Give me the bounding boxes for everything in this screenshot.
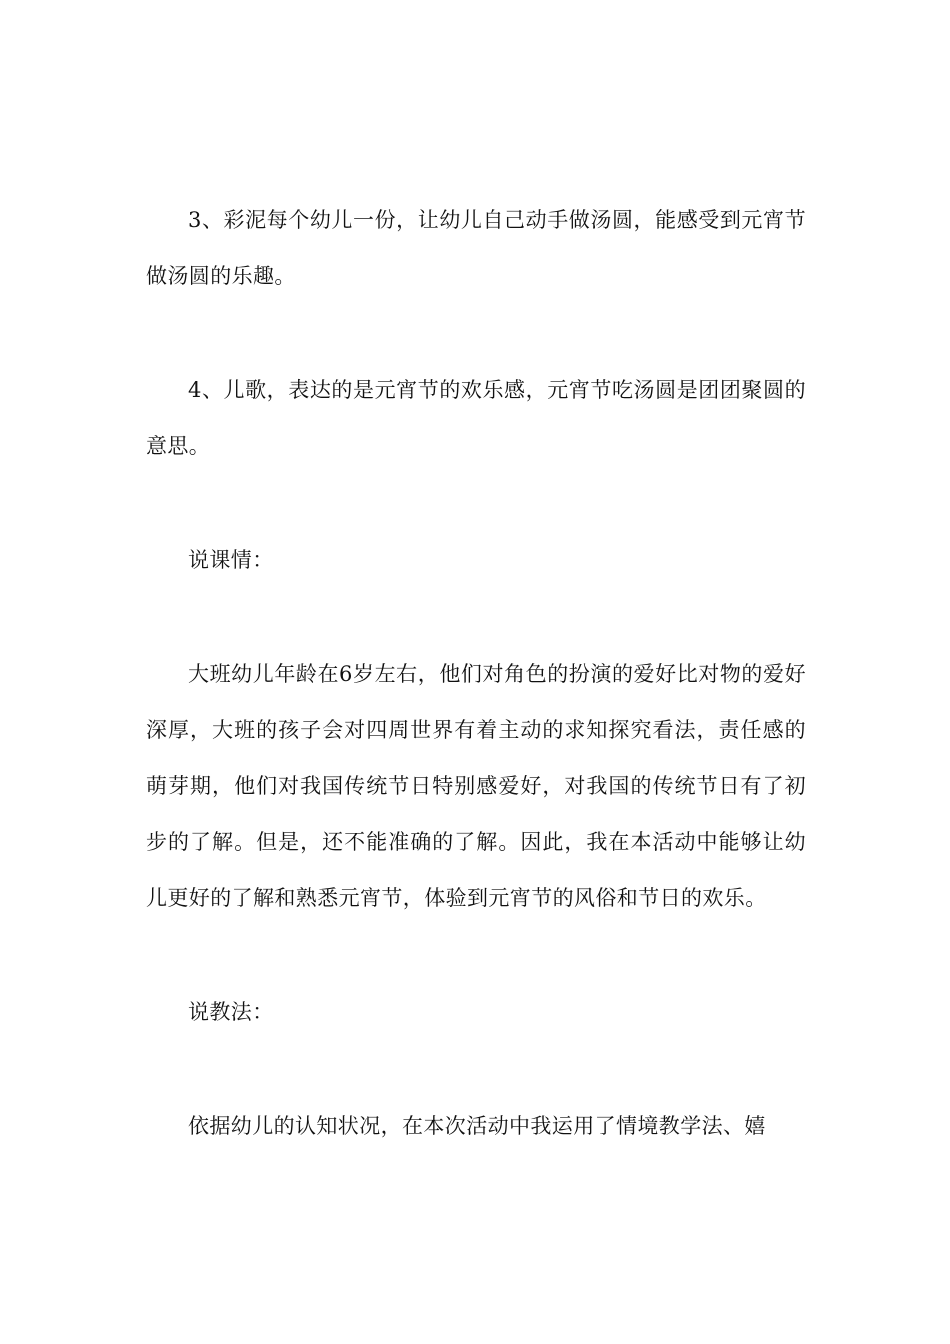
section-heading-lesson-situation: 说课情： (188, 548, 274, 572)
paragraph-teaching-method: 依据幼儿的认知状况，在本次活动中我运用了情境教学法、嬉 (188, 1114, 766, 1138)
paragraph-gap (146, 926, 806, 984)
paragraph-gap (146, 474, 806, 532)
document-body (146, 192, 806, 1154)
paragraph-item-4: 4、儿歌，表达的是元宵节的欢乐感，元宵节吃汤圆是团团聚圆的意思。 (146, 378, 806, 458)
paragraph-gap (146, 588, 806, 646)
section-heading-teaching-method: 说教法： (188, 1000, 274, 1024)
paragraph-lesson-situation: 大班幼儿年龄在6岁左右，他们对角色的扮演的爱好比对物的爱好深厚，大班的孩子会对四周世界有着主动的求知探究看法，责任感的萌芽期，他们对我国传统节日特别感爱好，对我国的传统节日有了初步的了解。但是，还不能准确的了解。因此，我在本活动中能够让幼儿更好的了解和熟悉元宵节，体验到元宵节的风俗和节日的欢乐。 (146, 662, 806, 910)
paragraph-gap (146, 1040, 806, 1098)
paragraph-item-3: 3、彩泥每个幼儿一份，让幼儿自己动手做汤圆，能感受到元宵节做汤圆的乐趣。 (146, 208, 806, 288)
paragraph-gap (146, 304, 806, 362)
